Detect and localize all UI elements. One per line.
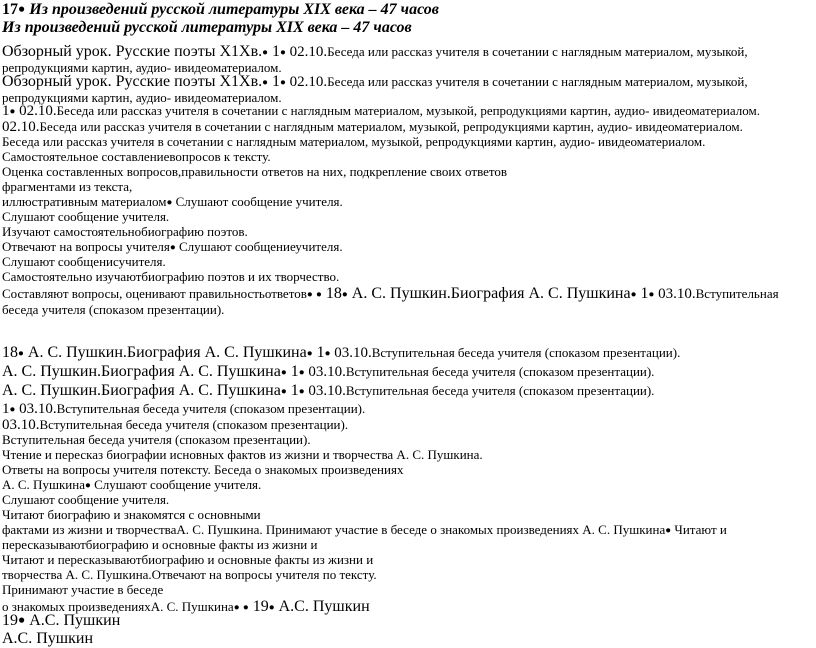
lesson-hours: 1 bbox=[286, 363, 299, 380]
bullet-icon: ● bbox=[233, 601, 240, 613]
bullet-icon: ● bbox=[298, 385, 305, 397]
overview-date: 02.10. bbox=[285, 44, 328, 60]
block1-line-9: Слушают сообщенисучителя. bbox=[2, 254, 166, 269]
bullet-icon: ● bbox=[268, 601, 275, 613]
block2-text: о знакомых произведениях bbox=[2, 599, 151, 614]
pushkin-line-3 bbox=[2, 382, 812, 400]
lesson-date: 03.10. bbox=[654, 286, 696, 302]
lesson-date: 03.10. bbox=[304, 383, 346, 399]
lesson-number: 19 bbox=[248, 598, 269, 615]
bullet-icon: ● bbox=[262, 46, 269, 58]
footer-line-1 bbox=[2, 612, 812, 630]
pushkin-line-4 bbox=[2, 401, 812, 418]
bullet-icon: ● bbox=[84, 479, 91, 491]
bullet-icon: ● bbox=[306, 288, 313, 300]
block1-line-1: Беседа или рассказ учителя в сочетании с наглядным материалом, музыкой, репродукциями картин, аудио- ивидеоматериалом. bbox=[2, 134, 706, 149]
block1-line-2: Самостоятельное составлениевопросов к тексту. bbox=[2, 149, 271, 164]
block1-text: Слушают сообщение учителя. bbox=[172, 194, 343, 209]
bullet-icon: ● bbox=[341, 288, 348, 300]
bullet-icon: ● bbox=[306, 347, 313, 359]
block1-line-5 bbox=[2, 195, 812, 210]
bullet-icon: ● bbox=[18, 1, 26, 16]
bullet-icon: ● bbox=[18, 612, 26, 627]
lesson-title: А.С. Пушкин bbox=[25, 612, 121, 629]
lesson-title: А. С. Пушкин.Биография А. С. Пушкина bbox=[23, 344, 307, 361]
lesson-title: А. С. Пушкин.Биография А. С. Пушкина bbox=[2, 382, 281, 399]
line-date: 02.10. bbox=[15, 103, 57, 119]
block1-line-7: Изучают самостоятельнобиографию поэтов. bbox=[2, 224, 248, 239]
lesson-intro: Вступительная беседа учителя (споказом презентации). bbox=[39, 417, 349, 432]
block2-text: Читают и пересказываютбиографию и основные факты из жизни и bbox=[2, 522, 727, 552]
lesson-date: 03.10. bbox=[330, 345, 372, 361]
bullet-icon: ● bbox=[18, 347, 24, 359]
bullet-icon: ● bbox=[280, 46, 286, 58]
bullet-icon: ● bbox=[665, 524, 672, 536]
bullet-icon: ● bbox=[280, 76, 286, 88]
block2-text: А. С. Пушкина bbox=[2, 477, 85, 492]
line-date: 02.10. bbox=[2, 119, 40, 135]
bullet-icon: ● bbox=[280, 385, 287, 397]
bullet-icon: ● bbox=[242, 601, 249, 613]
block2-line-4 bbox=[2, 478, 812, 493]
lesson-date: 03.10. bbox=[304, 364, 346, 380]
bullet-icon: ● bbox=[648, 288, 655, 300]
overview-text: Беседа или рассказ учителя в сочетании с наглядным материалом, музыкой, репродукциями картин, аудио- ивидеоматериалом. bbox=[2, 44, 748, 76]
lesson-number: 18 bbox=[321, 285, 342, 302]
line-text: Беседа или рассказ учителя в сочетании с наглядным материалом, музыкой, репродукциями картин, аудио- ивидеоматериалом. bbox=[39, 119, 743, 134]
block1-text: Слушают сообщениеучителя. bbox=[175, 239, 343, 254]
date-line-1 bbox=[2, 103, 812, 120]
overview-num: 1 bbox=[268, 73, 281, 90]
block2-line-5: Слушают сообщение учителя. bbox=[2, 492, 170, 507]
lesson-intro: Вступительная беседа учителя (споказом презентации). bbox=[371, 345, 681, 360]
overview-lead: Обзорный урок. Русские поэты Х1Хв. bbox=[2, 73, 263, 90]
heading-line-1 bbox=[2, 1, 812, 19]
lesson-title: А. С. Пушкин.Биография А. С. Пушкина bbox=[347, 285, 631, 302]
block2-text: Слушают сообщение учителя. bbox=[90, 477, 262, 492]
lesson-intro: Вступительная беседа учителя (споказом презентации). bbox=[345, 383, 655, 398]
footer-line-2: А.С. Пушкин bbox=[2, 630, 93, 647]
overview-lead: Обзорный урок. Русские поэты Х1Хв. bbox=[2, 43, 263, 60]
bullet-icon: ● bbox=[9, 105, 16, 117]
block1-line-8 bbox=[2, 240, 812, 255]
bullet-icon: ● bbox=[280, 366, 287, 378]
block1-line-10: Самостоятельно изучаютбиографию поэтов и их творчество. bbox=[2, 269, 340, 284]
overview-paragraph-1 bbox=[2, 43, 812, 76]
heading-text: Из произведений русской литературы XIX века – 47 часов bbox=[25, 1, 439, 18]
bullet-icon: ● bbox=[9, 403, 16, 415]
block1-text: иллюстративным материалом bbox=[2, 194, 167, 209]
block2-line-1: Вступительная беседа учителя (споказом презентации). bbox=[2, 432, 311, 447]
bullet-icon: ● bbox=[316, 288, 322, 300]
heading-line-2: Из произведений русской литературы XIX века – 47 часов bbox=[2, 19, 412, 36]
lesson-date: 03.10. bbox=[15, 401, 57, 417]
lesson-number: 18 bbox=[2, 344, 18, 361]
lesson-intro: Вступительная беседа учителя (споказом презентации). bbox=[56, 401, 366, 416]
lesson-intro: Вступительная беседа учителя (споказом презентации). bbox=[345, 364, 655, 379]
block1-line-3: Оценка составленных вопросов,правильности ответов на них, подкрепление своих ответов bbox=[2, 164, 508, 179]
block2-text: А. С. Пушкина bbox=[150, 599, 234, 614]
block2-line-3: Ответы на вопросы учителя потексту. Беседа о знакомых произведениях bbox=[2, 462, 404, 477]
block1-line-4: фрагментами из текста, bbox=[2, 179, 133, 194]
bullet-icon: ● bbox=[262, 76, 269, 88]
lesson-hours: 1 bbox=[636, 285, 649, 302]
pushkin-line-1 bbox=[2, 344, 812, 362]
bullet-icon: ● bbox=[169, 241, 176, 253]
overview-num: 1 bbox=[268, 43, 281, 60]
lesson-hours: 1 bbox=[312, 344, 325, 361]
lesson-title: А.С. Пушкин bbox=[274, 598, 370, 615]
block1-line-6: Слушают сообщение учителя. bbox=[2, 209, 170, 224]
bullet-icon: ● bbox=[324, 347, 331, 359]
lesson-title: А. С. Пушкин.Биография А. С. Пушкина bbox=[2, 363, 281, 380]
heading-number: 17 bbox=[2, 1, 18, 18]
block1-line-11 bbox=[2, 285, 812, 318]
block2-line-2: Чтение и пересказ биографии исновных фактов из жизни и творчества А. С. Пушкина. bbox=[2, 447, 483, 462]
block2-line-8: Читают и пересказываютбиографию и основные факты из жизни и bbox=[2, 552, 374, 567]
block2-line-10: Принимают участие в беседе bbox=[2, 582, 164, 597]
lesson-number: 19 bbox=[2, 612, 18, 629]
block1-text: Отвечают на вопросы учителя bbox=[2, 239, 170, 254]
block1-text: Составляют вопросы, оценивают правильностьответов bbox=[2, 286, 307, 301]
lesson-intro: Вступительная беседа учителя (споказом презентации). bbox=[2, 286, 779, 318]
lesson-hours: 1 bbox=[2, 401, 10, 417]
bullet-icon: ● bbox=[166, 196, 173, 208]
line-num: 1 bbox=[2, 103, 10, 119]
overview-text: Беседа или рассказ учителя в сочетании с наглядным материалом, музыкой, репродукциями картин, аудио- ивидеоматериалом. bbox=[2, 74, 748, 106]
block2-line-7 bbox=[2, 523, 812, 553]
block2-line-6: Читают биографию и знакомятся с основными bbox=[2, 507, 261, 522]
lesson-date: 03.10. bbox=[2, 417, 40, 433]
bullet-icon: ● bbox=[298, 366, 305, 378]
block2-line-9: творчества А. С. Пушкина.Отвечают на вопросы учителя по тексту. bbox=[2, 567, 377, 582]
overview-paragraph-2 bbox=[2, 73, 812, 106]
block2-text: фактами из жизни и творчестваА. С. Пушкина. Принимают участие в беседе о знакомых произведениях А. С. Пушкина bbox=[2, 522, 666, 537]
line-text: Беседа или рассказ учителя в сочетании с наглядным материалом, музыкой, репродукциями картин, аудио- ивидеоматериалом. bbox=[56, 103, 760, 118]
overview-date: 02.10. bbox=[285, 74, 328, 90]
lesson-hours: 1 bbox=[286, 382, 299, 399]
bullet-icon: ● bbox=[630, 288, 637, 300]
pushkin-line-2 bbox=[2, 363, 812, 381]
